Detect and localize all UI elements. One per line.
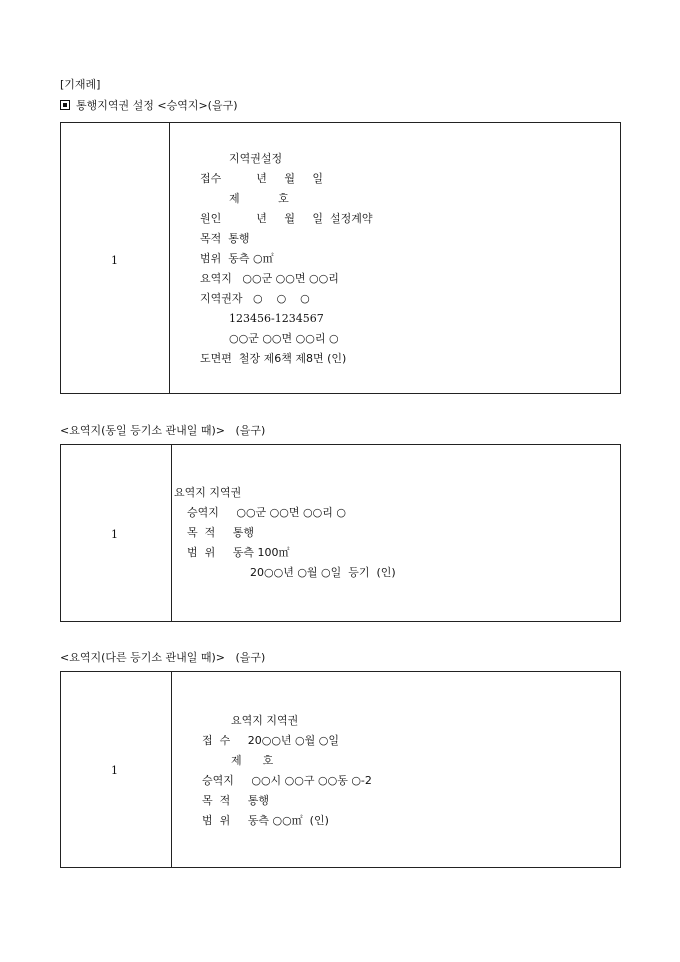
entry-drawing: 도면편 철장 제6책 제8면 (인) xyxy=(200,352,347,365)
column-divider xyxy=(169,123,170,393)
row-number: 1 xyxy=(111,528,118,541)
filled-square-icon xyxy=(60,100,70,110)
entry-servient-land: 승역지 ○○군 ○○면 ○○리 ○ xyxy=(187,506,346,519)
entry-servient-land: 승역지 ○○시 ○○구 ○○동 ○-2 xyxy=(202,774,372,787)
entry-cause: 원인 년 월 일 설정계약 xyxy=(200,212,373,225)
column-divider xyxy=(171,672,172,867)
section-title-1-text: 통행지역권 설정 <승역지>(을구) xyxy=(76,99,238,112)
entry-reception: 접 수 20○○년 ○월 ○일 xyxy=(202,734,339,747)
entry-holder-address: ○○군 ○○면 ○○리 ○ xyxy=(229,332,339,345)
entry-title: 요역지 지역권 xyxy=(174,486,242,499)
registry-box-3 xyxy=(60,671,621,868)
entry-purpose: 목 적 통행 xyxy=(202,794,269,807)
column-divider xyxy=(171,445,172,621)
entry-holder: 지역권자 ○ ○ ○ xyxy=(200,292,310,305)
section-title-2: <요역지(동일 등기소 관내일 때)> (을구) xyxy=(60,424,266,437)
entry-registration-date: 20○○년 ○월 ○일 등기 (인) xyxy=(250,566,396,579)
section-title-3: <요역지(다른 등기소 관내일 때)> (을구) xyxy=(60,651,266,664)
entry-scope: 범위 동측 ○㎡ xyxy=(200,252,274,265)
entry-id-number: 123456-1234567 xyxy=(229,312,324,325)
entry-purpose: 목적 통행 xyxy=(200,232,250,245)
section-title-1 xyxy=(60,99,238,113)
entry-title: 지역권설정 xyxy=(229,152,283,165)
registry-box-2 xyxy=(60,444,621,622)
example-label: [기재례] xyxy=(60,78,101,91)
entry-scope: 범 위 동측 100㎡ xyxy=(187,546,290,559)
entry-dominant-land: 요역지 ○○군 ○○면 ○○리 xyxy=(200,272,339,285)
row-number: 1 xyxy=(111,764,118,777)
registry-box-1 xyxy=(60,122,621,394)
entry-number: 제 호 xyxy=(231,754,274,767)
entry-purpose: 목 적 통행 xyxy=(187,526,254,539)
row-number: 1 xyxy=(111,254,118,267)
entry-scope: 범 위 동측 ○○㎡ (인) xyxy=(202,814,329,827)
entry-reception: 접수 년 월 일 xyxy=(200,172,324,185)
entry-title: 요역지 지역권 xyxy=(231,714,299,727)
entry-number: 제 호 xyxy=(229,192,289,205)
